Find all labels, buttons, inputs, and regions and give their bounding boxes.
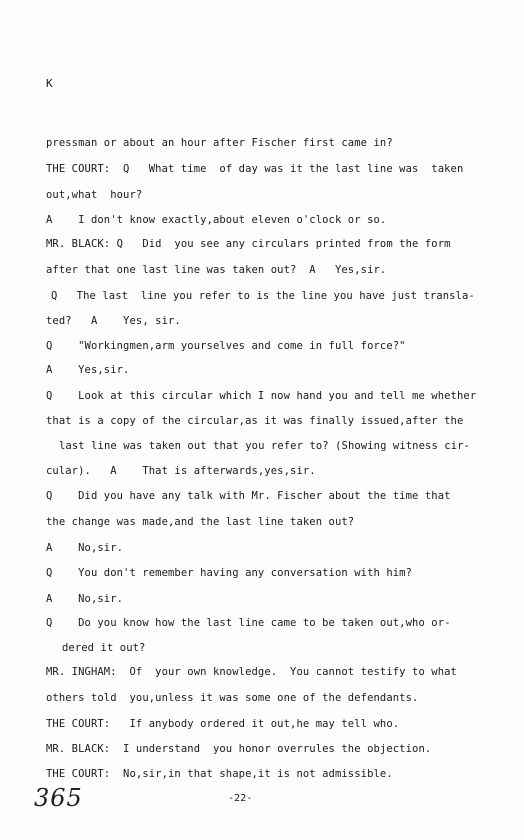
transcript-line: Q You don't remember having any conversation with him? bbox=[46, 567, 413, 579]
transcript-line: A Yes,sir. bbox=[46, 364, 130, 376]
transcript-line: THE COURT: No,sir,in that shape,it is not admissible. bbox=[46, 768, 393, 780]
handwritten-page-number: 365 bbox=[34, 784, 83, 812]
page-number: -22- bbox=[228, 793, 253, 804]
transcript-line: pressman or about an hour after Fischer first came in? bbox=[46, 137, 393, 149]
transcript-line: MR. BLACK: I understand you honor overrules the objection. bbox=[46, 743, 432, 755]
transcript-line: others told you,unless it was some one of the defendants. bbox=[46, 692, 419, 704]
transcript-line: Q The last line you refer to is the line you have just transla- bbox=[51, 290, 475, 302]
transcript-line: cular). A That is afterwards,yes,sir. bbox=[46, 465, 316, 477]
transcript-line: Q Did you have any talk with Mr. Fischer about the time that bbox=[46, 490, 451, 502]
transcript-line: ted? A Yes, sir. bbox=[46, 315, 181, 327]
transcript-line: THE COURT: Q What time of day was it the last line was taken bbox=[46, 163, 464, 175]
transcript-line: dered it out? bbox=[62, 642, 146, 654]
transcript-line: Q "Workingmen,arm yourselves and come in full force?" bbox=[46, 340, 406, 352]
transcript-line: MR. INGHAM: Of your own knowledge. You cannot testify to what bbox=[46, 666, 457, 678]
transcript-line: out,what hour? bbox=[46, 189, 143, 201]
transcript-line: A I don't know exactly,about eleven o'clock or so. bbox=[46, 214, 387, 226]
transcript-line: after that one last line was taken out? A Yes,sir. bbox=[46, 264, 387, 276]
transcript-line: last line was taken out that you refer to? (Showing witness cir- bbox=[59, 440, 470, 452]
transcript-line: A No,sir. bbox=[46, 593, 124, 605]
transcript-line: A No,sir. bbox=[46, 542, 124, 554]
transcript-line: the change was made,and the last line taken out? bbox=[46, 516, 355, 528]
transcript-line: MR. BLACK: Q Did you see any circulars printed from the form bbox=[46, 238, 451, 250]
transcript-line: Q Look at this circular which I now hand you and tell me whether bbox=[46, 390, 477, 402]
corner-mark: K bbox=[46, 77, 53, 90]
transcript-line: THE COURT: If anybody ordered it out,he may tell who. bbox=[46, 718, 400, 730]
transcript-line: Q Do you know how the last line came to be taken out,who or- bbox=[46, 617, 451, 629]
transcript-line: that is a copy of the circular,as it was finally issued,after the bbox=[46, 415, 464, 427]
